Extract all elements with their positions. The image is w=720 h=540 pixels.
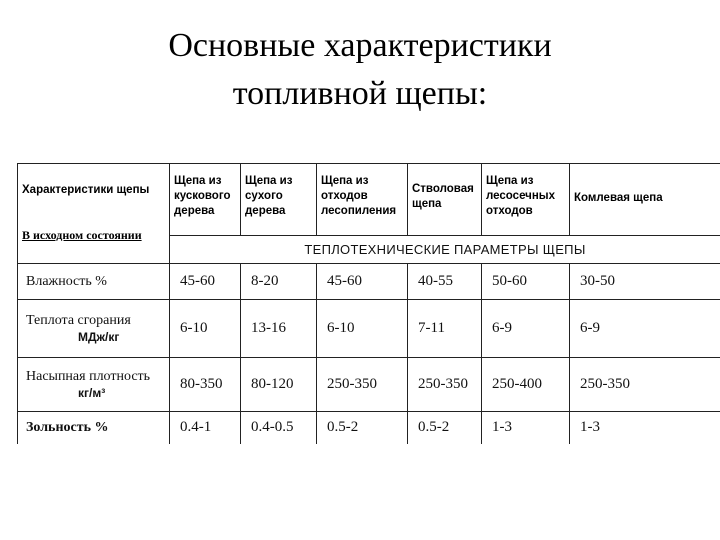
table-cell: 30-50 [570,264,720,300]
table-row [18,264,720,300]
table-cell: 80-120 [241,358,317,412]
table-row [18,358,720,412]
column-header-line: Щепа из [486,175,534,187]
table-cell: 45-60 [170,264,241,300]
row-label-unit: МДж/кг [78,329,120,344]
column-header-line: лесосечных [486,190,556,202]
column-header-line: кускового [174,190,231,202]
column-header-line: дерева [245,205,286,217]
table-cell: 6-10 [170,300,241,358]
column-header-line: дерева [174,205,215,217]
section-title: ТЕПЛОТЕХНИЧЕСКИЕ ПАРАМЕТРЫ ЩЕПЫ [170,236,720,264]
column-header-line: лесопиления [321,205,397,217]
table-cell: 13-16 [241,300,317,358]
table-cell: 250-400 [482,358,570,412]
table-cell: 250-350 [317,358,408,412]
table-cell: 0.4-1 [170,412,241,444]
column-header-line: Стволовая [412,183,474,195]
table-cell: 8-20 [241,264,317,300]
table-cell: 7-11 [408,300,482,358]
table-cell: 40-55 [408,264,482,300]
corner-header-bottom: В исходном состоянии [22,228,142,242]
table-row [18,300,720,358]
column-header-line: Щепа из [245,175,293,187]
row-label-text: Влажность % [26,273,107,289]
table-cell: 80-350 [170,358,241,412]
row-label [18,300,170,358]
corner-header-top: Характеристики щепы [22,184,150,196]
table-row [18,412,720,444]
row-label-unit: кг/м³ [78,385,106,400]
table-cell: 1-3 [482,412,570,444]
column-header-line: Комлевая щепа [574,192,663,204]
table-cell: 250-350 [408,358,482,412]
table-cell: 6-9 [570,300,720,358]
row-label-text: Насыпная плотность [26,368,151,384]
slide-title-line-1: Основные характеристики [168,27,552,64]
column-header-line: щепа [412,198,442,210]
table-cell: 1-3 [570,412,720,444]
column-header-line: Щепа из [174,175,222,187]
table-cell: 6-9 [482,300,570,358]
table-cell: 45-60 [317,264,408,300]
column-header [482,164,570,236]
table-cell: 0.5-2 [408,412,482,444]
column-header-line: отходов [321,190,368,202]
column-header [170,164,241,236]
slide-title [0,22,720,118]
column-header-line: сухого [245,190,283,202]
column-header-line: Щепа из [321,175,369,187]
corner-header-cell [18,164,170,264]
table-cell: 250-350 [570,358,720,412]
column-header-line: отходов [486,205,533,217]
row-label [18,358,170,412]
table-cell: 50-60 [482,264,570,300]
table-header-row [18,164,720,236]
table-cell: 6-10 [317,300,408,358]
column-header [570,164,720,236]
table-cell: 0.5-2 [317,412,408,444]
row-label [18,264,170,300]
row-label-text: Зольность % [26,419,109,435]
table-cell: 0.4-0.5 [241,412,317,444]
row-label-text: Теплота сгорания [26,312,131,328]
fuel-chip-characteristics-table [17,163,720,444]
column-header [241,164,317,236]
slide-title-line-2: топливной щепы: [232,75,488,112]
row-label [18,412,170,444]
column-header [317,164,408,236]
column-header [408,164,482,236]
